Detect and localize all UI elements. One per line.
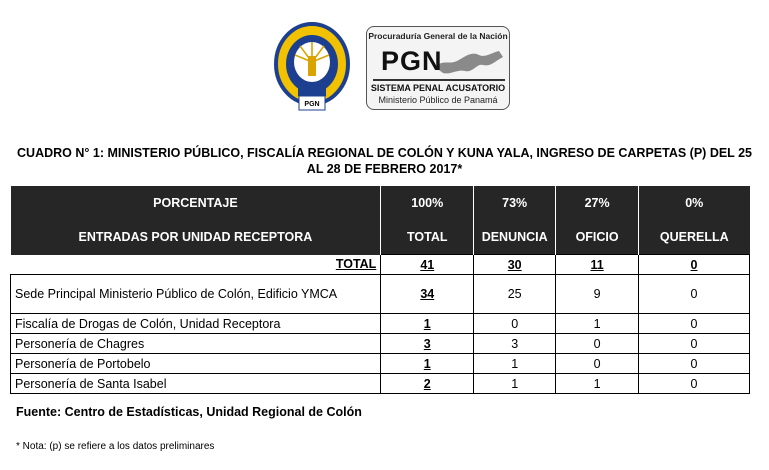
logos-area — [0, 22, 769, 122]
row-unit: Personería de Chagres — [11, 334, 381, 354]
row-total: 2 — [381, 374, 474, 394]
pgn-logo-divider — [373, 79, 505, 81]
header-oficio: OFICIO — [556, 220, 639, 255]
row-querella: 0 — [639, 334, 750, 354]
table-row — [11, 354, 750, 374]
row-denuncia: 1 — [474, 374, 556, 394]
row-oficio: 1 — [556, 374, 639, 394]
pgn-logo-top-text: Procuraduría General de la Nación — [368, 31, 508, 41]
header-porcentaje: PORCENTAJE — [11, 186, 381, 220]
row-unit: Sede Principal Ministerio Público de Colón, Edificio YMCA — [11, 275, 381, 314]
header-pct-denuncia: 73% — [474, 186, 556, 220]
row-total: 1 — [381, 354, 474, 374]
header-pct-querella: 0% — [639, 186, 750, 220]
panama-map-icon — [433, 45, 505, 79]
table-row — [11, 374, 750, 394]
total-row — [11, 255, 750, 275]
header-row-percentages — [11, 186, 750, 220]
header-total: TOTAL — [381, 220, 474, 255]
header-querella: QUERELLA — [639, 220, 750, 255]
total-total: 41 — [381, 255, 474, 275]
seal-pgn-text: PGN — [304, 101, 320, 108]
footnote: * Nota: (p) se refiere a los datos preliminares — [16, 441, 215, 452]
header-entradas: ENTRADAS POR UNIDAD RECEPTORA — [11, 220, 381, 255]
row-unit: Personería de Portobelo — [11, 354, 381, 374]
total-label: TOTAL — [335, 257, 377, 272]
row-oficio: 0 — [556, 334, 639, 354]
row-querella: 0 — [639, 275, 750, 314]
pgn-logo-big-text: PGN — [381, 46, 443, 76]
row-denuncia: 1 — [474, 354, 556, 374]
row-oficio: 1 — [556, 314, 639, 334]
total-oficio: 11 — [556, 255, 639, 275]
header-row-columns — [11, 220, 750, 255]
row-denuncia: 3 — [474, 334, 556, 354]
header-pct-total: 100% — [381, 186, 474, 220]
row-querella: 0 — [639, 314, 750, 334]
table-row — [11, 314, 750, 334]
row-oficio: 9 — [556, 275, 639, 314]
total-querella: 0 — [639, 255, 750, 275]
table-title: CUADRO N° 1: MINISTERIO PÚBLICO, FISCALÍA REGIONAL DE COLÓN Y KUNA YALA, INGRESO DE CARPETAS (P) DEL 25 AL 28 DE FEBRERO 2017* — [17, 146, 752, 176]
header-denuncia: DENUNCIA — [474, 220, 556, 255]
table-row — [11, 275, 750, 314]
data-table — [10, 186, 750, 394]
source-note: Fuente: Centro de Estadísticas, Unidad Regional de Colón — [16, 405, 362, 419]
ministerio-publico-seal-logo — [272, 22, 352, 118]
row-oficio: 0 — [556, 354, 639, 374]
row-denuncia: 0 — [474, 314, 556, 334]
total-denuncia: 30 — [474, 255, 556, 275]
pgn-logo-system-text: SISTEMA PENAL ACUSATORIO — [370, 83, 506, 93]
row-total: 1 — [381, 314, 474, 334]
row-total: 34 — [381, 275, 474, 314]
row-unit: Personería de Santa Isabel — [11, 374, 381, 394]
row-querella: 0 — [639, 374, 750, 394]
header-pct-oficio: 27% — [556, 186, 639, 220]
row-denuncia: 25 — [474, 275, 556, 314]
row-unit: Fiscalía de Drogas de Colón, Unidad Receptora — [11, 314, 381, 334]
pgn-sistema-penal-logo — [366, 26, 510, 110]
row-querella: 0 — [639, 354, 750, 374]
table-row — [11, 334, 750, 354]
row-total: 3 — [381, 334, 474, 354]
pgn-logo-mp-text: Ministerio Público de Panamá — [378, 95, 498, 105]
